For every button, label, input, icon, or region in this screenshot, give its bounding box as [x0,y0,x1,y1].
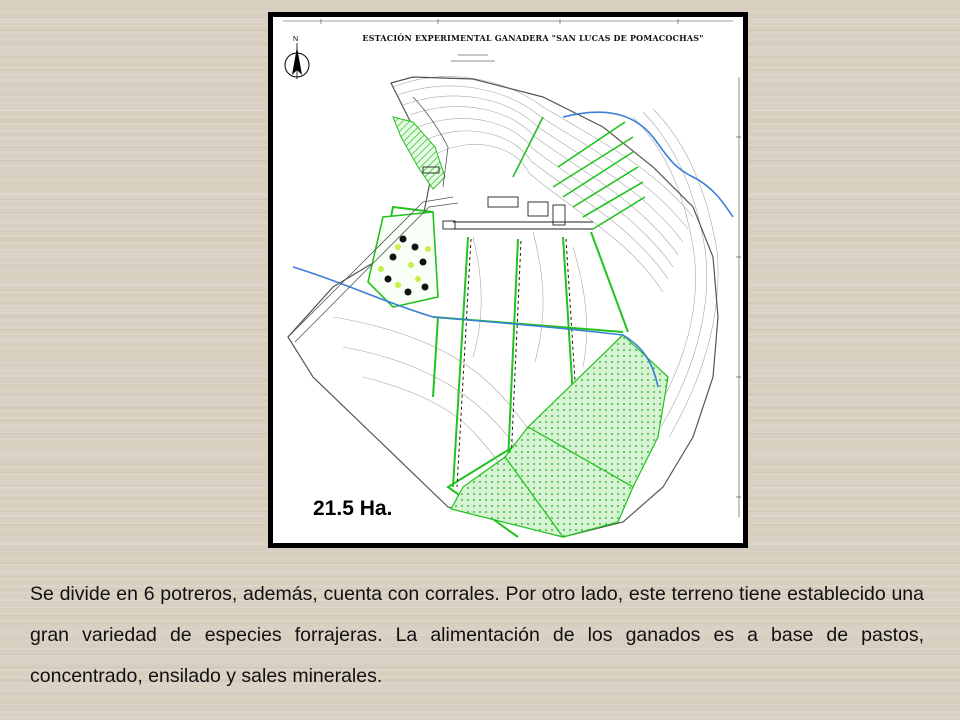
forage-rows [513,117,645,229]
map-image [273,17,743,543]
map-frame [268,12,748,548]
north-arrow-icon [285,43,309,79]
orchard-area [368,212,438,307]
description-paragraph: Se divide en 6 potreros, además, cuenta con corrales. Por otro lado, este terreno tiene establecido una gran variedad de especies forrajeras. La alimentación de los ganados es a base de pastos, concentrado, ensilado y sales minerales. [30,583,924,687]
map-title: ESTACIÓN EXPERIMENTAL GANADERA "SAN LUCAS DE POMACOCHAS" [362,33,704,43]
plan-subtitle-lines [451,55,495,61]
north-label: N [293,36,299,43]
coordinate-ticks [283,19,741,517]
site-plan-drawing [273,17,743,543]
area-label: 21.5 Ha. [305,495,400,523]
